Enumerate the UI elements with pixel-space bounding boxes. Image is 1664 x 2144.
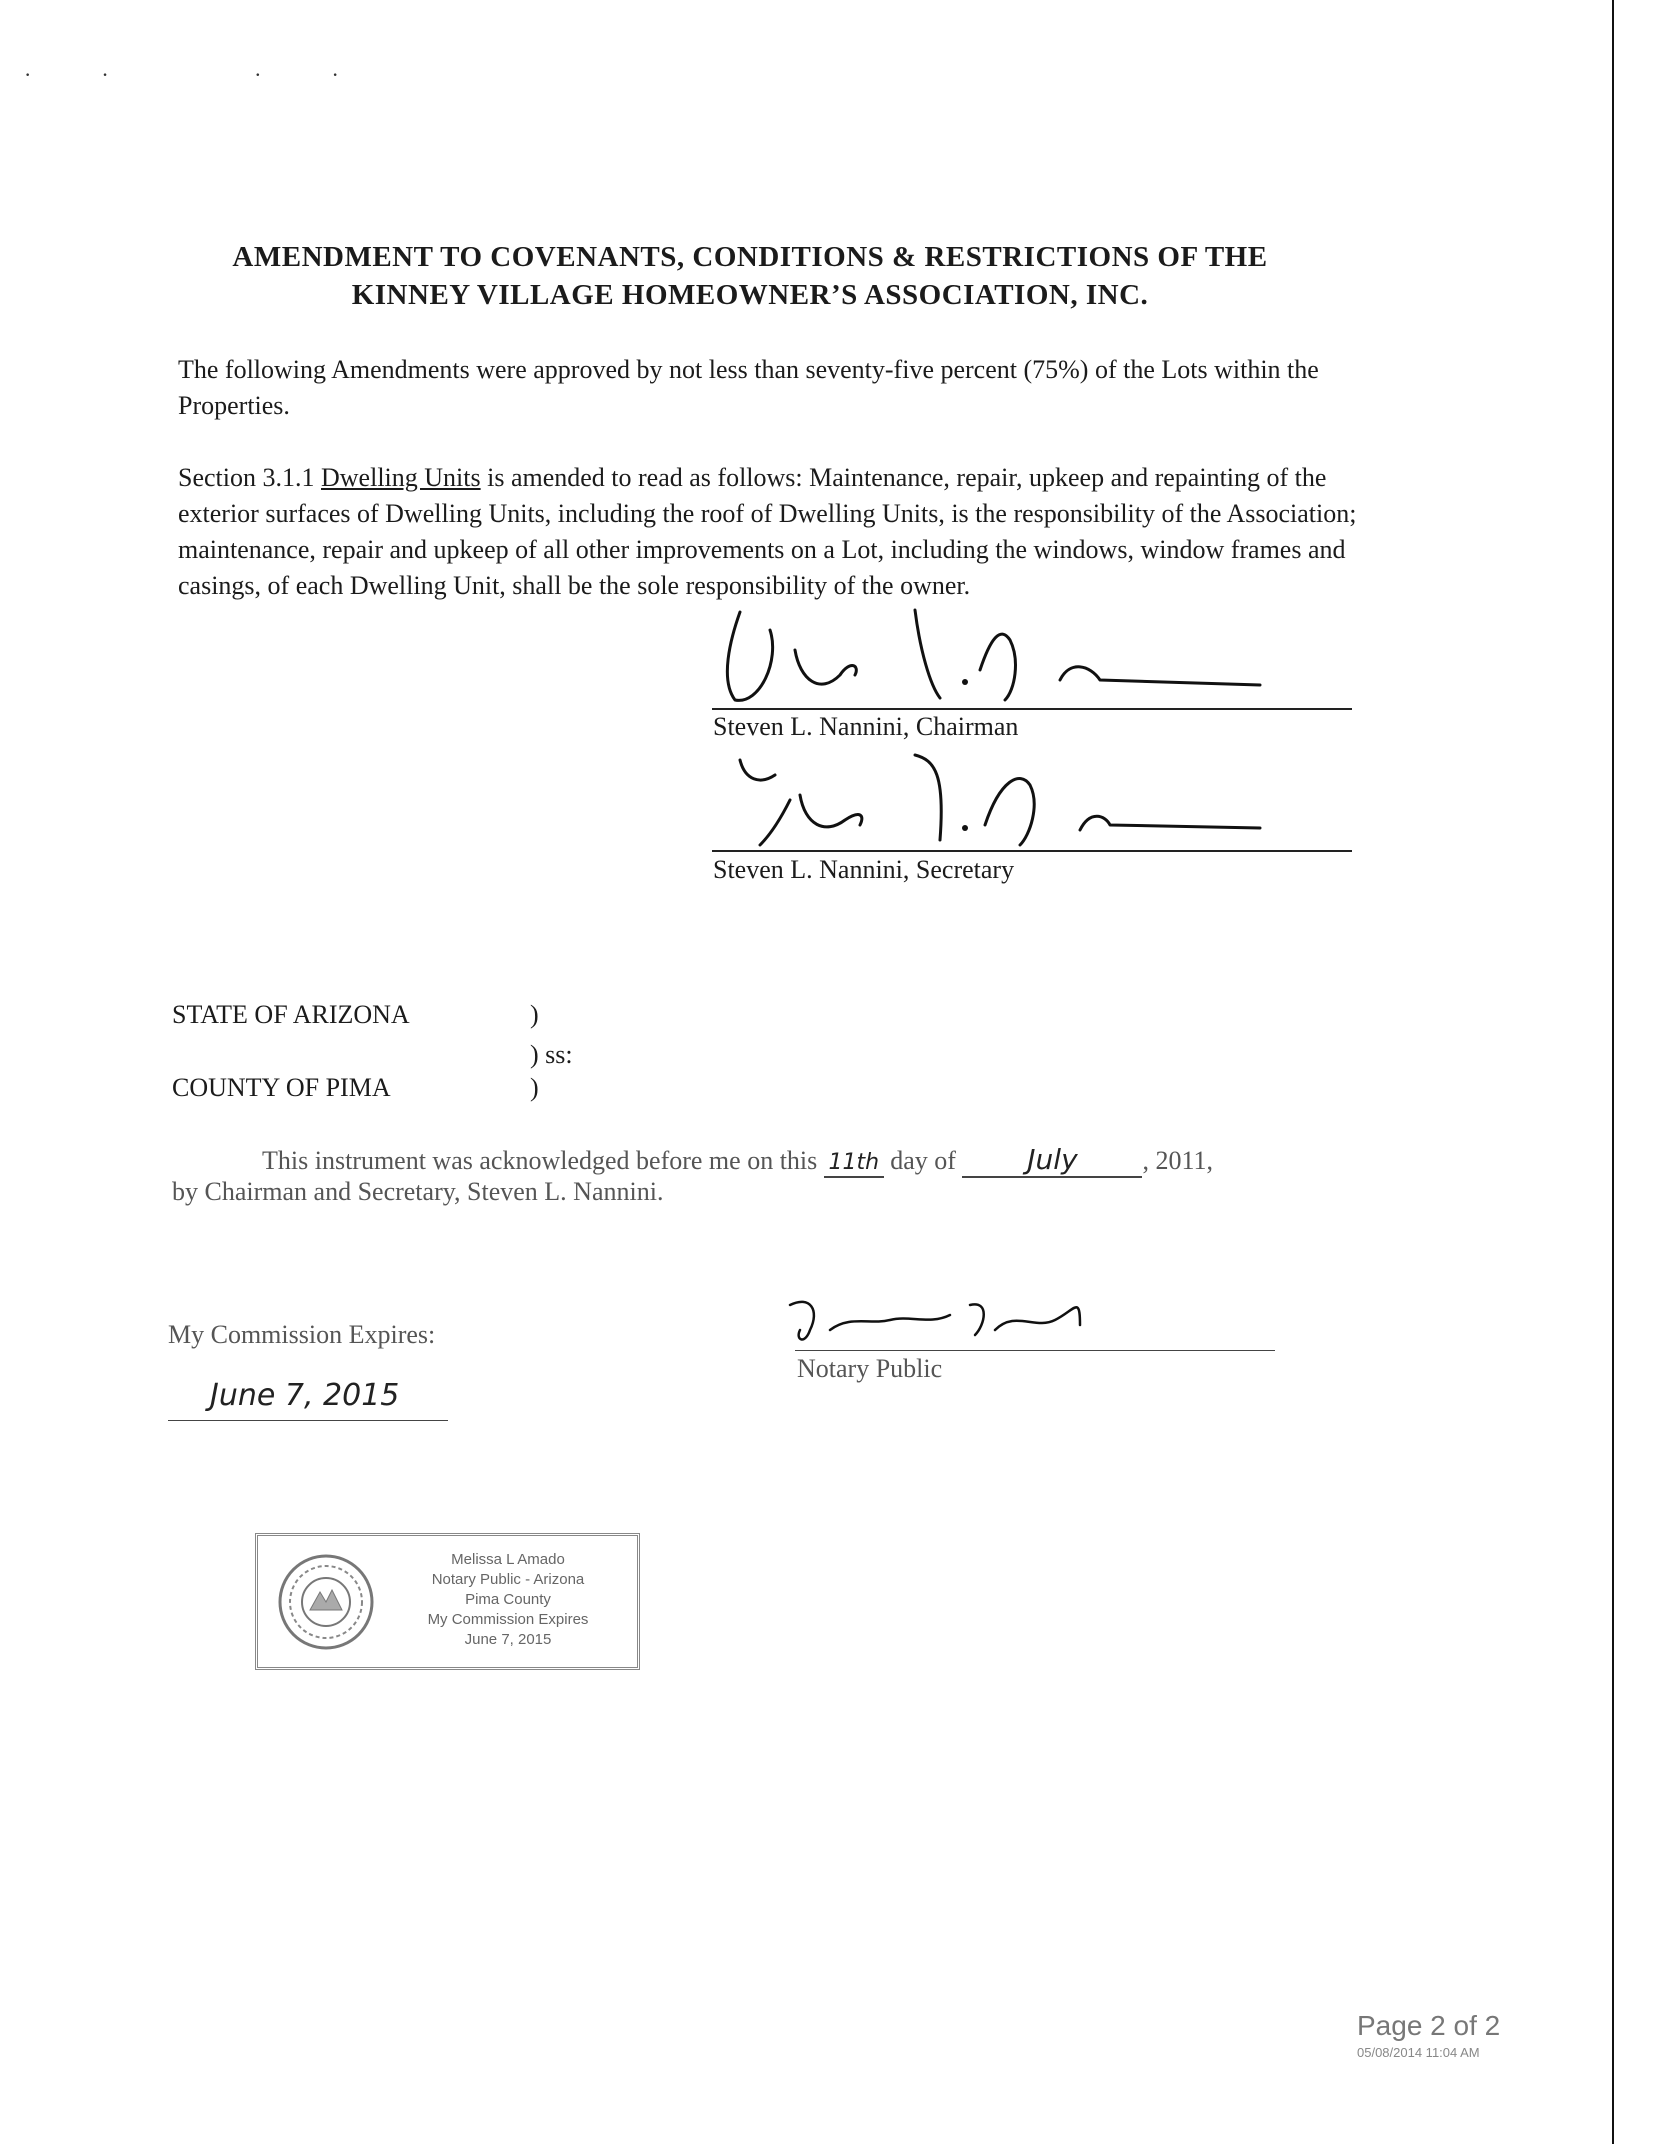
seal-expires-date: June 7, 2015 (464, 1631, 552, 1648)
acknowledgment-line-1 (262, 1143, 1213, 1178)
seal-title: Notary Public - Arizona (431, 1571, 585, 1588)
chairman-label: Steven L. Nannini, Chairman (713, 712, 1019, 741)
scan-specks: ·· ·· (24, 62, 409, 87)
print-timestamp: 05/08/2014 11:04 AM (1357, 2045, 1480, 2060)
document-title (150, 238, 1350, 314)
ack-month-field (962, 1143, 1142, 1178)
secretary-label: Steven L. Nannini, Secretary (713, 855, 1015, 884)
seal-text-block (383, 1550, 633, 1650)
ack-text-before-day: This instrument was acknowledged before me on this (262, 1146, 818, 1175)
section-term: Dwelling Units (321, 463, 481, 492)
ack-month: July (1027, 1143, 1078, 1176)
state-label: STATE OF ARIZONA (172, 1000, 410, 1029)
chairman-signature-line (712, 708, 1352, 710)
notary-signature-line (795, 1350, 1275, 1351)
venue-ss: ) ss: (530, 1040, 573, 1069)
secretary-signature (700, 740, 1340, 852)
page-edge-line (1612, 0, 1614, 2144)
commission-label: My Commission Expires: (168, 1320, 436, 1349)
ack-text-day-of: day of (890, 1146, 956, 1175)
commission-date: June 7, 2015 (210, 1378, 400, 1413)
chairman-signature (700, 600, 1340, 712)
title-line-1: AMENDMENT TO COVENANTS, CONDITIONS & RESTRICTIONS OF THE (232, 241, 1268, 273)
section-body: is amended to read as follows: Maintenance, repair, upkeep and repainting of the exterior surfaces of Dwelling Units, including the roof of Dwelling Units, is the responsibility of the Association; maintenance, repair and upkeep of all other improvements on a Lot, including the windows, window frames and casings, of each Dwelling Unit, shall be the sole responsibility of the owner. (178, 463, 1357, 600)
section-paragraph (178, 460, 1358, 604)
ack-day: 11th (828, 1150, 880, 1175)
notary-label: Notary Public (797, 1354, 943, 1383)
title-line-2: KINNEY VILLAGE HOMEOWNER’S ASSOCIATION, INC. (351, 279, 1149, 311)
venue-paren-bottom: ) (530, 1073, 539, 1102)
notary-seal (255, 1533, 640, 1670)
ack-year: , 2011, (1142, 1146, 1214, 1175)
page-number: Page 2 of 2 (1357, 2010, 1501, 2041)
state-seal-icon (276, 1552, 376, 1652)
notary-signature (780, 1285, 1180, 1355)
county-label: COUNTY OF PIMA (172, 1073, 391, 1102)
seal-name: Melissa L Amado (451, 1551, 565, 1568)
section-prefix: Section 3.1.1 (178, 463, 321, 492)
secretary-signature-line (712, 850, 1352, 852)
venue-paren-top: ) (530, 1000, 539, 1029)
ack-day-field (824, 1146, 884, 1178)
seal-county: Pima County (465, 1591, 551, 1608)
intro-paragraph: The following Amendments were approved by not less than seventy-five percent (75%) of the Lots within the Properties. (178, 355, 1319, 420)
commission-date-line (168, 1420, 448, 1421)
acknowledgment-line-2: by Chairman and Secretary, Steven L. Nannini. (172, 1177, 664, 1206)
seal-expires-label: My Commission Expires (427, 1611, 589, 1628)
